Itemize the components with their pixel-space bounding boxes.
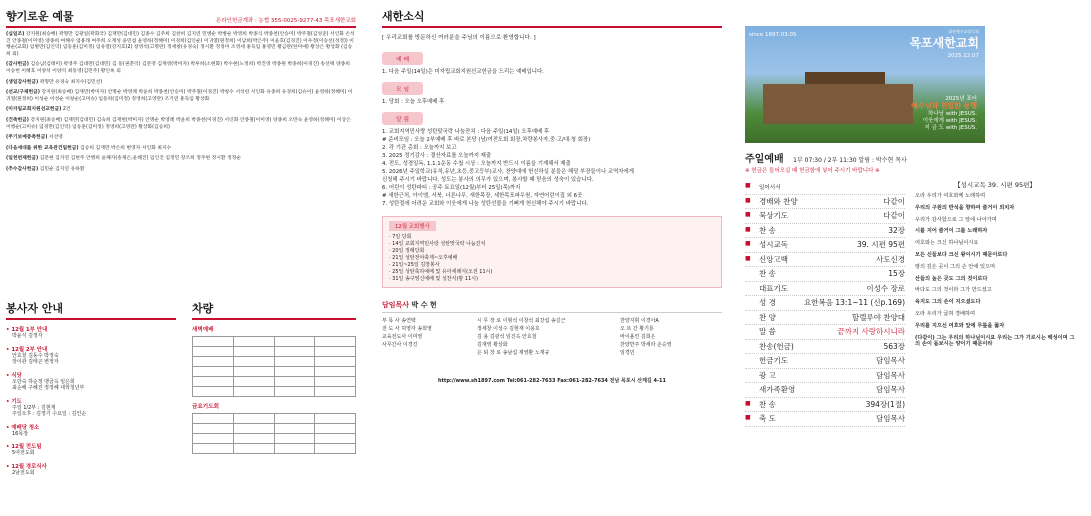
offering-group: (십일조) 강지원(최승배) 곽형만 김광일(곽화국) 김재만(김대민) 김종수 김주희 김찬희 김지연 민병순 박병순 박영희 박종식 박종천(안승미) 박주철(김성준) 서인화 손석진 안종철(이미영) 양종희 여해수 엄용래 여주희 오계성 윤민섭 윤영하(정혜미) 이경희(김인순) 이귀열(원정희) 이남희(박은주) 이윤호(김경진) 이우정(이승선(성정)) 이행순(교회) 임병만(김인덕) 임동훈(김미정) 임유열(강지호(2) 장영석(고명란) 정세창(유경숙) 정시환 정정미 조영세 홍득임 홍영민 황금란(한미애) 황상은 황상화 (김승희 외) [6, 32, 355, 57]
monthly-event: · 21일 성탄전야축제~오후예배 [389, 255, 458, 261]
staff-line: 찬양반주 박세라 손승영 [620, 342, 672, 348]
order-label: 찬 송 [759, 269, 776, 278]
news-item: 7. 성탄절에 어려운 교회와 이웃에게 나눔 성탄선물을 기뻐게 헌신해야 주시기 바랍니다. [382, 201, 589, 207]
reading-verse: 땅의 깊은 곳이 그의 손 안에 있으며 [915, 263, 996, 270]
offering-group: (감사헌금) 김승남(김태미) 곽영주 김대만(김대민) 김 동(권춘덕) 김문영 김재영(박미자) 박루희(소현화) 박수현(노정희) 박진영 박종원 박종희(이경진) 송선택 양종희 이승헌 이해호 이양석 이양석 최동영(김민주) 황인옥 외 [6, 62, 350, 74]
motto-block: 2025년 표어 예수님과 친밀한 동행 하나님 with JESUS. 이웃에게 with JESUS. 지 금 도 with JESUS. [907, 96, 977, 132]
volunteer-title: 봉사자 안내 [6, 300, 176, 320]
bulletin-date: 2025.12.07 [947, 53, 979, 59]
service-detail: 5여전도회 [12, 450, 35, 456]
service-item [6, 397, 176, 418]
order-value: 다같이 [883, 211, 905, 220]
offering-label: (건축헌금) [6, 117, 29, 123]
service-item [6, 325, 176, 340]
service-detail: 안효철 김동수 박정숙 [12, 352, 59, 359]
offering-group: (생일감사헌금) 곽형만 유경숙 최지수(김민선) [6, 79, 103, 85]
news-item: # 새한근처, 아이엠, 서북, 너른나무, 새한목장, 세한목포파우원, 자연어린이집 외 6곳 [382, 193, 583, 199]
offering-label: (일천번제헌금) [6, 156, 39, 162]
order-label: 축 도 [759, 414, 776, 423]
order-bullet: ■ [745, 414, 751, 421]
staff-list [382, 317, 722, 371]
offering-label: (선교/구제헌금) [6, 90, 40, 96]
news-item: 3. 2025 정기감사 : 결산자료를 오늘까지 제출 [382, 153, 492, 159]
order-value: 담임목사 [876, 414, 905, 423]
order-label: 찬송(헌금) [759, 341, 794, 351]
service-title: • 식당 [6, 372, 22, 379]
service-item [6, 345, 176, 366]
staff-line: 김재영 황상화 [477, 342, 508, 348]
service-title: • 12월 1부 안내 [6, 327, 48, 333]
offering-group: (주기보예증축헌금) 서선영 [6, 135, 63, 141]
welcome-text: [ 우리교회를 방문하신 여러분을 주님의 이름으로 환영합니다. ] [382, 35, 536, 41]
service-detail: 박윤식 김정자 [12, 333, 43, 339]
order-row [745, 369, 905, 384]
motto-line: 지 금 도 with JESUS. [924, 125, 977, 131]
staff-line: 바이올린 김희은 [620, 334, 656, 340]
news-item: 4. 전도, 성경일독, 1.1.1운동 수첩 시상 : 오늘까지 반드시 이름을 기재해서 제출 [382, 161, 571, 167]
denomination: 대한예수교장로회 [948, 29, 979, 34]
order-label: 경배와 찬양 [759, 196, 798, 206]
reading-verse: 우리의 구원의 반석을 향하여 즐거이 외치자 [915, 204, 1015, 211]
account-info: 온라인헌금계좌 : 농협 355-0025-9277-43 목포새한교회 [216, 18, 356, 24]
order-bullet: ■ [745, 225, 751, 233]
order-label: 묵상기도 [759, 211, 788, 220]
order-row [745, 180, 905, 195]
friday-vehicle-table [192, 413, 356, 454]
volunteer-section [6, 300, 176, 476]
staff-line: 오 르 간 황기룡 [620, 326, 654, 332]
order-label: 찬 양 [759, 312, 776, 322]
order-of-worship [745, 180, 905, 427]
staff-line: 임경민 [620, 350, 635, 356]
offering-group: (추수감사헌금) 김민순 김지연 유하환 [6, 166, 85, 172]
offering-label: (생일감사헌금) [6, 79, 39, 85]
news-item: 1. 교회지역민사랑 성탄맞국락 나눔잔치 : 다음 주일(14일) 오후예배 후 [382, 129, 550, 135]
offering-group: (일천번제헌금) 김문현 김지연 김현주 안병희 윤해자(송제은,윤해진) 임인진 임정민 장조희 정주현 정시환 정정순 [6, 156, 241, 162]
service-title: • 12월 경로식사 [6, 463, 47, 470]
church-banner [745, 26, 985, 143]
news-item: 6. 어린이 성탄파티 : 공주 토요일(12월)부터 25일(목)까지 [382, 185, 521, 191]
service-title: • 12월 2부 안내 [6, 346, 48, 353]
order-row [745, 354, 905, 369]
offering-label: (십일조) [6, 32, 25, 37]
staff-line: 찬양지휘 이경아A [620, 318, 659, 324]
order-label: 새가족환영 [759, 385, 796, 394]
vehicle-dawn-title: 새벽예배 [192, 327, 214, 333]
news-item: 1. 당회 : 오늘 오후예배 후 [382, 99, 445, 105]
reading-verse: 여호와는 크신 하나님이시요 [915, 240, 979, 247]
order-bullet: ■ [745, 182, 751, 189]
order-label: 찬 송 [759, 399, 776, 409]
order-label: 대표기도 [759, 283, 788, 293]
service-detail: 주일 1/2부 : 김현재 [12, 404, 56, 411]
order-row [745, 398, 905, 413]
footer-contact: http://www.sh1897.com Tel:061-282-7633 Fax:061-282-7634 전남 목포시 산계길 4-11 [437, 378, 667, 384]
offering-label: (미자립교회지원선교헌금) [6, 107, 62, 113]
service-detail: 16목장 [12, 430, 29, 437]
reading-verse: 시를 지어 즐거이 그를 노래하자 [915, 228, 988, 235]
news-item: 1. 다음 주일(14일)은 미자립교회지원선교헌금을 드리는 예배입니다. [382, 69, 544, 75]
news-title: 새한소식 [382, 8, 722, 28]
order-value: 담임목사 [876, 370, 905, 380]
church-name: 목포새한교회 [909, 36, 979, 50]
staff-line: 부 목 사 송연택 [382, 318, 416, 324]
church-building [763, 84, 913, 124]
reading-verse: 육지도 그의 손이 지으셨도다 [915, 299, 981, 306]
service-item [6, 462, 176, 477]
order-label: 광 고 [759, 370, 776, 380]
order-value: 15장 [888, 269, 905, 278]
reading-verse: 바다도 그의 것이라 그가 만드셨고 [915, 287, 992, 294]
service-title: • 예배당 청소 [6, 424, 40, 431]
staff-line: 김 용 김광석 임진옥 안효철 [477, 334, 537, 340]
order-label: 신앙고백 [759, 254, 788, 264]
order-row [745, 282, 905, 297]
reading-verse: 우리가 감사함으로 그 앞에 나아가며 [915, 216, 997, 223]
offering-label: (주기보예증축헌금) [6, 135, 48, 141]
reading-verse: 오라 우리가 여호와께 노래하며 [915, 193, 986, 199]
offering-group: (선교/구제헌금) 강지원(최승배) 김재만(박미자) 안명순 박영례 박윤희 박종천(안승미) 박주철(이경진) 박창수 서석한 서인화 유종희 유경희(김슈이) 윤영하(정혜미) 이귀열(원정희) 이성순 이성순 이창순(고미슈) 임동희(김미정) 정영희(고영란) 조기연 홍득임 황상화 [6, 90, 353, 102]
order-row [745, 383, 905, 398]
service-detail: 2남전도회 [12, 469, 35, 476]
order-bullet: ■ [745, 254, 751, 262]
order-value: 394장(1절) [865, 399, 905, 409]
vehicle-title: 차량 [192, 300, 356, 320]
offerings-column [6, 8, 356, 513]
vehicle-friday-title: 금요기도회 [192, 404, 220, 410]
order-value: 32장 [888, 225, 905, 235]
dawn-vehicle-table [192, 336, 356, 397]
staff-line: 전 도 사 허영자 송희영 [382, 326, 432, 332]
order-row [745, 311, 905, 326]
order-row [745, 267, 905, 282]
order-label: 찬 송 [759, 225, 776, 235]
order-value: 이성수 장로 [866, 283, 905, 293]
order-row [745, 325, 905, 340]
offering-label: (추수감사헌금) [6, 166, 39, 172]
service-title: • 기도 [6, 398, 22, 405]
service-item [6, 423, 176, 438]
service-item [6, 371, 176, 392]
offering-group: (건축헌금) 강지원(최승배) 김재만(김대민) 김숙희 김재헌(박미자) 안명순 박영례 박윤희 박종천(이경진) 서인화 안종철(이미영) 양종희 오만숙 윤영하(정혜미) 이상은 이행순(고미슈) 임경만(김인덕) 임동훈(김미정) 정영희(고영란) 황상화(김승희) [6, 117, 351, 130]
staff-line: 은 퇴 장 로 송남섭 제영환 노재규 [477, 350, 550, 356]
reading-verse: 산들의 높은 곳도 그의 것이로다 [915, 275, 988, 282]
monthly-event: · 25일 성탄축하예배 및 유아세례식(오전 11시) [389, 269, 493, 275]
news-item: 신청해 주시기 바랍니다. 성도는 봉사의 의무가 있으며, 봉사할 때 믿음의 성숙이 있습니다. [382, 177, 594, 183]
since-text: since 1897.03.05 [749, 32, 797, 38]
order-value: 다같이 [883, 196, 905, 206]
staff-line: 사무간사 이경진 [382, 342, 418, 348]
order-label: 헌금기도 [759, 356, 788, 365]
worship-heading: 예 배 [382, 52, 423, 65]
service-item [6, 442, 176, 457]
order-value: 563장 [883, 341, 905, 351]
offerings-title: 향기로운 예물 [6, 8, 356, 28]
motto-line: 하나님 with JESUS. [928, 111, 977, 117]
order-bullet: ■ [745, 196, 751, 204]
monthly-event: · 20일 정례당회 [389, 248, 425, 254]
order-label: 성 경 [759, 298, 776, 307]
service-detail: 오만숙 하순정 맹금옥 임은희 [12, 378, 75, 385]
reading-verse: (다같이) 그는 우리의 하나님이시요 우리는 그가 기르시는 백성이며 그의 손이 돌보시는 양이기 때문이라 [915, 334, 1075, 348]
staff-line: 교육전도사 이미영 [382, 334, 423, 340]
monthly-event: · 7일 당회 [389, 234, 412, 240]
news-item: # 준비모임 : 오늘 2부예배 후 바로 본당 (남/여전도회 회장,차량봉사자,중·고/대·청 회장) [382, 137, 591, 143]
vehicle-section [192, 300, 356, 454]
offering-group: (다음세대를 위한 교육관건립헌금) 김승희 김재만 박은희 변영자 서인화 최지수 [6, 145, 172, 151]
notice-heading: 알 림 [382, 112, 423, 125]
offering-groups [6, 32, 356, 174]
order-value: 담임목사 [876, 385, 905, 394]
order-row [745, 340, 905, 355]
staff-line: 정세창 이성수 김현재 이용호 [477, 326, 540, 332]
news-item: 5. 2026년 주일학교(유치,유년,초등,중고등부)교사, 찬양대에 헌신하실 분들은 해당 부장들이나 교역자에게 [382, 169, 634, 175]
monthly-event: · 14일 교회지역민사랑 성탄맞국락 나눔잔치 [389, 241, 486, 247]
reading-title: 【성시교독 39. 시편 95편】 [954, 181, 1036, 189]
offering-label: (다음세대를 위한 교육관건립헌금) [6, 145, 79, 151]
service-detail: 주일오후 : 김정기 수요일 : 김인순 [12, 411, 87, 417]
monthly-event: · 31일 송구영신예배 및 성찬식(밤 11시) [389, 276, 478, 282]
order-row [745, 238, 905, 253]
service-detail: 최순해 구혜진 정정혜 대학청년부 [12, 385, 85, 391]
order-value: 할렐루야 찬양대 [851, 312, 905, 322]
order-row [745, 253, 905, 268]
sunday-worship-title: 주일예배 1부 07:30 / 2부 11:30 알림 : 박수현 목사 [745, 154, 907, 165]
news-column [382, 8, 722, 513]
order-value: 39. 시편 95편 [857, 240, 905, 249]
senior-pastor: 담임목사 박 수 현 [382, 300, 722, 313]
motto-line: 이웃에게 with JESUS. [922, 118, 977, 124]
order-bullet: ■ [745, 240, 751, 247]
service-title: • 12월 전도팀 [6, 444, 42, 450]
reading-verse: 모든 신들보다 크신 왕이시기 때문이로다 [915, 251, 1008, 258]
order-bullet: ■ [745, 399, 751, 407]
order-bullet: ■ [745, 211, 751, 218]
monthly-events-title: 12월 교회행사 [389, 221, 436, 231]
staff-line: 시 무 장 로 이형석 이창석 최강섭 송길근 [477, 318, 566, 324]
offering-label: (감사헌금) [6, 62, 29, 68]
monthly-events-box [382, 216, 722, 288]
order-label: 말 씀 [759, 327, 776, 336]
order-label: 성시교독 [759, 240, 788, 249]
order-value: 요한복음 13:1~11 (신p.169) [804, 298, 905, 307]
order-value: 끝까지 사랑하시니라 [837, 327, 905, 336]
order-row [745, 224, 905, 239]
order-row [745, 412, 905, 427]
monthly-event: · 21일~25일 김장봉사 [389, 262, 440, 268]
order-row [745, 195, 905, 210]
offering-notice: ※ 헌금은 들어오실 때 헌금함에 넣어 주시기 바랍니다 ※ [745, 168, 880, 174]
worship-column [745, 8, 1085, 513]
reading-verse: 오라 우리가 굽혀 경배하며 [915, 310, 976, 317]
meeting-heading: 모 임 [382, 82, 423, 95]
order-row [745, 209, 905, 224]
offering-group: (미자립교회지원선교헌금) 2건 [6, 107, 71, 113]
order-value: 담임목사 [876, 356, 905, 365]
order-row [745, 296, 905, 311]
order-label: 일어서서 [759, 185, 781, 191]
responsive-reading [915, 180, 1075, 353]
order-value: 사도신경 [876, 254, 905, 264]
news-item: 2. 각 기관 총회 : 오늘까지 보고 [382, 145, 457, 151]
reading-verse: 우리를 지으신 여호와 앞에 무릎을 꿇자 [915, 322, 1005, 329]
service-detail: 장이관 김태곤 변정자 [12, 359, 59, 365]
